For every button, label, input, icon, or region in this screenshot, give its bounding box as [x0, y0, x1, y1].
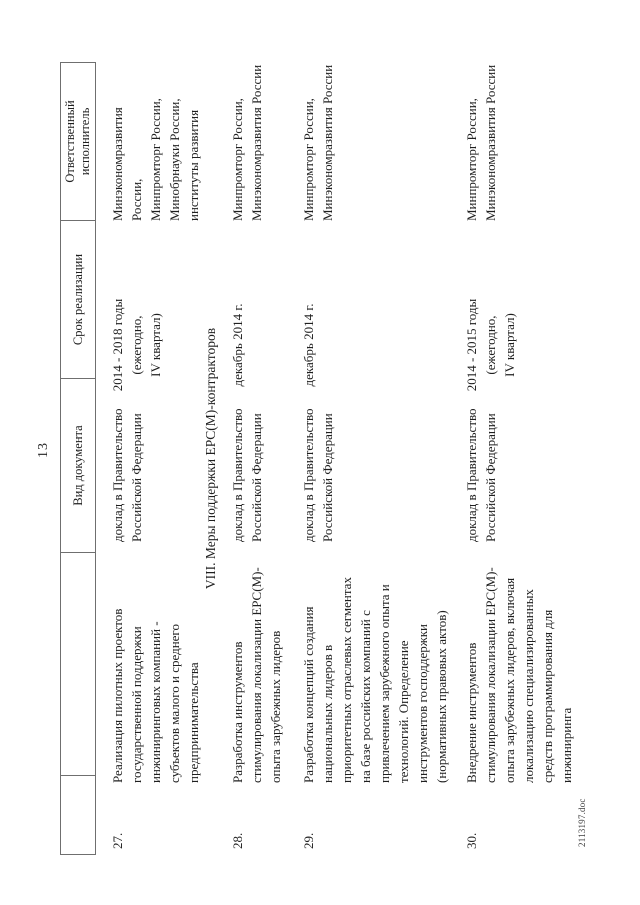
text-line: государственной поддержки — [129, 626, 144, 783]
header-label: Вид документа — [70, 425, 85, 506]
header-cell-number — [61, 775, 95, 854]
text-line: локализацию специализированных — [521, 589, 536, 783]
text-line: стимулирования локализации EPC(M)- — [249, 567, 264, 783]
text-line: доклад в Правительство — [230, 408, 245, 542]
row-number: 29. — [301, 832, 316, 849]
text-line: на базе российских компаний с — [358, 610, 373, 783]
document-type-cell — [228, 408, 266, 542]
activity-cell — [462, 567, 576, 783]
header-cell-executor — [61, 63, 95, 220]
text-line: инструментов господдержки — [415, 624, 430, 783]
text-line: Российской Федерации — [483, 413, 498, 542]
document-type-cell — [462, 408, 500, 542]
activity-cell — [299, 577, 451, 783]
text-line: Минпромторг России, — [230, 98, 245, 221]
text-line: декабрь 2014 г. — [230, 303, 245, 387]
text-line: приоритетных отраслевых сегментах — [339, 577, 354, 783]
term-cell — [462, 297, 519, 393]
text-line: Разработка инструментов — [230, 641, 245, 783]
text-line: (ежегодно, — [129, 315, 144, 375]
text-line: Минпромторг России, — [464, 98, 479, 221]
text-line: IV квартал) — [148, 313, 163, 377]
text-line: России, — [129, 178, 144, 221]
text-line: декабрь 2014 г. — [301, 303, 316, 387]
text-line: Минпромторг России, — [148, 98, 163, 221]
header-cell-term — [61, 220, 95, 378]
text-line: 2014 - 2018 годы — [110, 298, 125, 392]
header-label: Ответственный — [63, 100, 77, 183]
text-line: Разработка концепций создания — [301, 606, 316, 783]
page-number: 13 — [36, 442, 51, 458]
document-type-cell — [108, 408, 146, 542]
term-cell — [228, 297, 247, 393]
text-line: Внедрение инструментов — [464, 642, 479, 783]
footer-filename: 2113197.doc — [577, 798, 587, 847]
text-line: Минэкономразвития России — [320, 64, 335, 221]
row-number: 30. — [464, 832, 479, 849]
term-cell — [108, 297, 165, 393]
text-line: Минэкономразвития России — [249, 64, 264, 221]
executor-cell — [108, 98, 203, 221]
text-line: Российской Федерации — [320, 413, 335, 542]
text-line: технологий. Определение — [396, 640, 411, 783]
text-line: стимулирования локализации EPC(M)- — [483, 567, 498, 783]
row-number: 27. — [110, 832, 125, 849]
activity-cell — [228, 567, 285, 783]
text-line: (ежегодно, — [483, 315, 498, 375]
header-cell-document-type — [61, 378, 95, 552]
text-line: Минпромторг России, — [301, 98, 316, 221]
text-line: 2014 - 2015 годы — [464, 298, 479, 392]
activity-cell — [108, 609, 203, 783]
text-line: средств программирования для — [540, 609, 555, 783]
text-line: доклад в Правительство — [110, 408, 125, 542]
text-line: (нормативных правовых актов) — [434, 610, 449, 783]
text-line: привлечением зарубежного опыта и — [377, 584, 392, 783]
text-line: инжиниринговых компаний - — [148, 621, 163, 783]
text-line: опыта зарубежных лидеров, включая — [502, 577, 517, 783]
executor-cell — [299, 65, 337, 221]
document-type-cell — [299, 408, 337, 542]
text-line: предпринимательства — [186, 662, 201, 783]
executor-cell — [228, 65, 266, 221]
text-line: Реализация пилотных проектов — [110, 608, 125, 783]
text-line: доклад в Правительство — [301, 408, 316, 542]
section-heading: VIII. Меры поддержки EPC(M)-контракторов — [203, 327, 218, 590]
executor-cell — [462, 65, 500, 221]
header-cell-activity — [61, 552, 95, 775]
text-line: Минэкономразвития России — [483, 64, 498, 221]
table-header-row — [60, 62, 96, 855]
text-line: Российской Федерации — [249, 413, 264, 542]
text-line: инжиниринга — [559, 707, 574, 783]
text-line: доклад в Правительство — [464, 408, 479, 542]
term-cell — [299, 297, 318, 393]
row-number: 28. — [230, 832, 245, 849]
text-line: национальных лидеров в — [320, 644, 335, 783]
rotated-page-content — [10, 15, 630, 885]
text-line: Минобрнауки России, — [167, 98, 182, 221]
text-line: Российской Федерации — [129, 413, 144, 542]
text-line: опыта зарубежных лидеров — [268, 630, 283, 783]
text-line: Минэкономразвития — [110, 107, 125, 221]
text-line: институты развития — [186, 109, 201, 221]
text-line: IV квартал) — [502, 313, 517, 377]
text-line: субъектов малого и среднего — [167, 624, 182, 783]
header-label: Срок реализации — [70, 253, 85, 346]
header-label: исполнитель — [78, 107, 92, 176]
